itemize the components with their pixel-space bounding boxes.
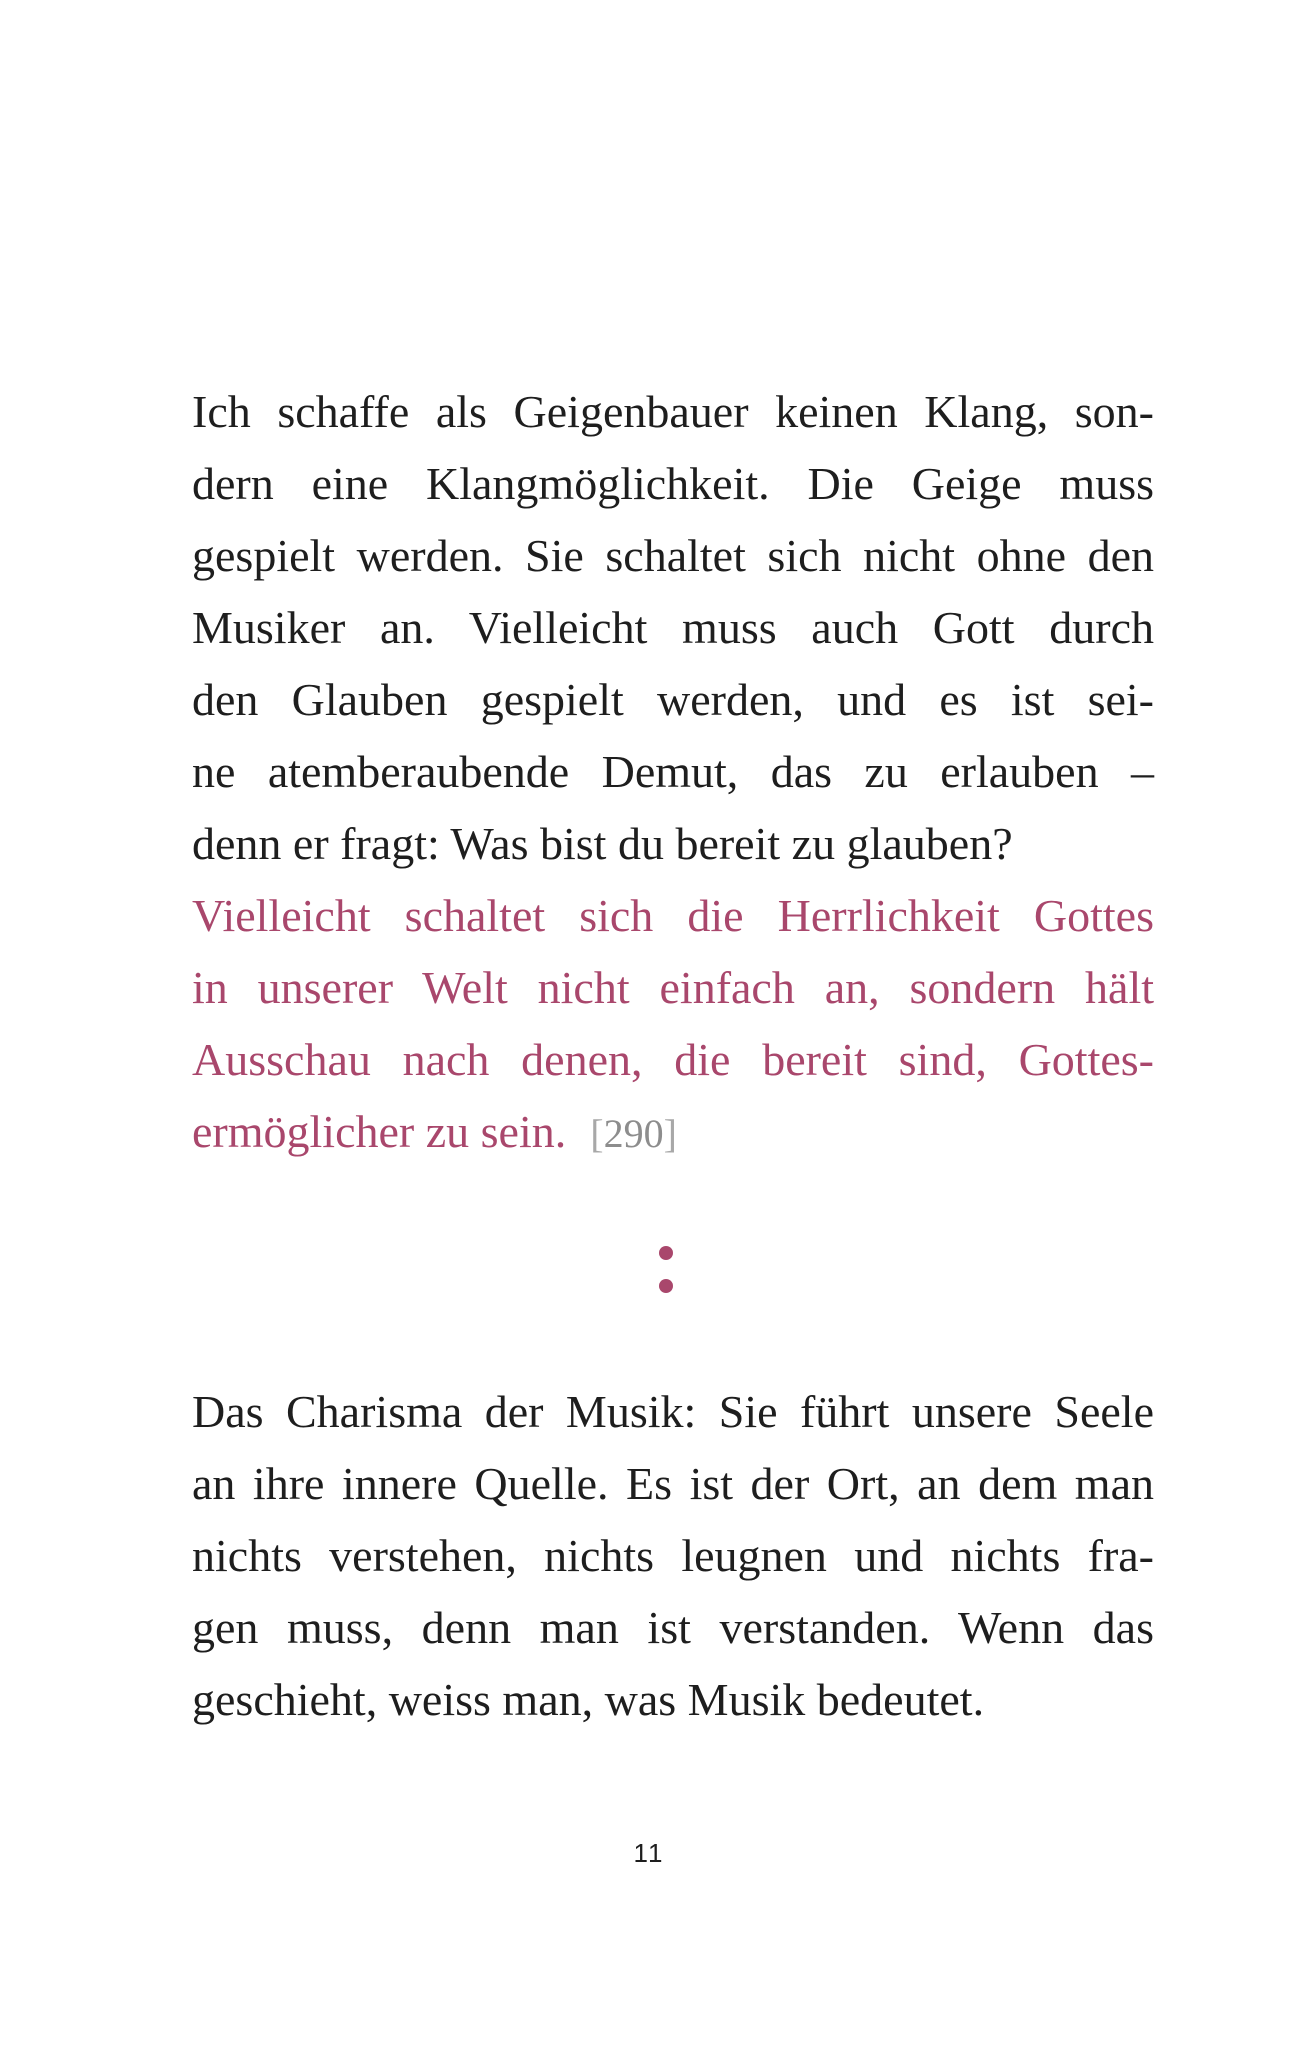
highlight-line: Vielleicht schaltet sich die Herrlichkeit Gottes [192,890,1154,941]
highlight-line: Ausschau nach denen, die bereit sind, Gottes- [192,1034,1154,1085]
passage-1-line: ne atemberaubende Demut, das zu erlauben – [192,746,1154,797]
page-number: 11 [633,1838,665,1868]
passage-2-line: geschieht, weiss man, was Musik bedeutet. [192,1674,985,1725]
passage-1-line: den Glauben gespielt werden, und es ist sei- [192,674,1154,725]
passage-2 [192,1376,1154,1736]
highlight-line-text: ermöglicher zu sein. [192,1106,567,1157]
section-divider-dots [659,1246,673,1294]
reference-value: 290 [603,1111,664,1156]
passage-2-line: an ihre innere Quelle. Es ist der Ort, an dem man [192,1458,1154,1509]
passage-1-line: gespielt werden. Sie schaltet sich nicht ohne den [192,530,1154,581]
reference-open-bracket: [ [590,1111,604,1156]
passage-1-line: dern eine Klangmöglichkeit. Die Geige muss [192,458,1154,509]
passage-2-line: Das Charisma der Musik: Sie führt unsere Seele [192,1386,1154,1437]
divider-dot-icon [659,1279,673,1293]
passage-1 [192,376,1154,1170]
passage-1-line: Musiker an. Vielleicht muss auch Gott durch [192,602,1154,653]
passage-2-line: gen muss, denn man ist verstanden. Wenn das [192,1602,1154,1653]
highlight-line: in unserer Welt nicht einfach an, sondern hält [192,962,1154,1013]
divider-dot-icon [659,1246,673,1260]
passage-1-line: denn er fragt: Was bist du bereit zu glauben? [192,818,1013,869]
reference-close-bracket: ] [663,1111,677,1156]
reference-number [590,1111,677,1156]
highlight-last-line [192,1096,1154,1170]
passage-1-line: Ich schaffe als Geigenbauer keinen Klang, son- [192,386,1154,437]
passage-2-line: nichts verstehen, nichts leugnen und nichts fra- [192,1530,1154,1581]
